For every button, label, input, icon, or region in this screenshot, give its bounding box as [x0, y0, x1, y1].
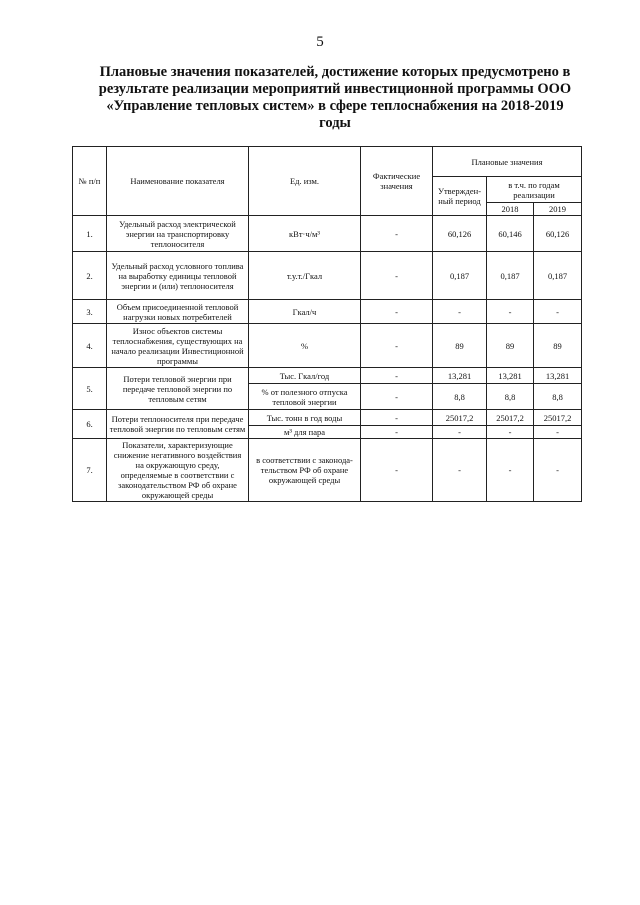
row-2019: 8,8	[534, 384, 582, 410]
row-2018: 8,8	[487, 384, 534, 410]
row-unit: кВт·ч/м³	[249, 216, 361, 252]
header-num: № п/п	[73, 147, 107, 216]
row-approved: 89	[433, 324, 487, 368]
row-num: 2.	[73, 252, 107, 300]
row-approved: -	[433, 439, 487, 502]
table-row	[73, 216, 582, 252]
row-num: 5.	[73, 368, 107, 410]
row-2019: -	[534, 300, 582, 324]
row-fact: -	[361, 216, 433, 252]
row-name: Показатели, характеризующие снижение негативного воздействия на окружающую среду, определяемые в соответствии с законодательством РФ об охране окружающей среды	[107, 439, 249, 502]
row-2019: 89	[534, 324, 582, 368]
table-row	[73, 368, 582, 384]
row-2019: 0,187	[534, 252, 582, 300]
header-2019: 2019	[534, 203, 582, 216]
row-approved: 60,126	[433, 216, 487, 252]
header-incl: в т.ч. по годам реализации	[487, 177, 582, 203]
row-name: Износ объектов системы теплоснабжения, существующих на начало реализации Инвестиционной программы	[107, 324, 249, 368]
row-2019: 25017,2	[534, 410, 582, 426]
row-num: 3.	[73, 300, 107, 324]
header-unit: Ед. изм.	[249, 147, 361, 216]
row-2018: -	[487, 439, 534, 502]
row-approved: 13,281	[433, 368, 487, 384]
row-unit: т.у.т./Гкал	[249, 252, 361, 300]
row-approved: 8,8	[433, 384, 487, 410]
row-name: Объем присоединенной тепловой нагрузки новых потребителей	[107, 300, 249, 324]
row-2019: 60,126	[534, 216, 582, 252]
page-number: 5	[316, 34, 324, 50]
row-2018: 13,281	[487, 368, 534, 384]
row-fact: -	[361, 324, 433, 368]
row-num: 6.	[73, 410, 107, 439]
row-approved: -	[433, 300, 487, 324]
row-fact: -	[361, 300, 433, 324]
row-unit: Тыс. Гкал/год	[249, 368, 361, 384]
row-unit: м³ для пара	[249, 426, 361, 439]
table-row	[73, 324, 582, 368]
row-name: Потери теплоносителя при передаче тепловой энергии по тепловым сетям	[107, 410, 249, 439]
indicators-table	[72, 146, 582, 502]
row-num: 7.	[73, 439, 107, 502]
row-name: Удельный расход электрической энергии на транспортировку теплоносителя	[107, 216, 249, 252]
row-2018: 89	[487, 324, 534, 368]
row-2019: 13,281	[534, 368, 582, 384]
row-2018: -	[487, 426, 534, 439]
row-approved: -	[433, 426, 487, 439]
row-unit: Тыс. тонн в год воды	[249, 410, 361, 426]
header-approved: Утвержден-ный период	[433, 177, 487, 216]
row-fact: -	[361, 410, 433, 426]
table-row	[73, 439, 582, 502]
row-num: 4.	[73, 324, 107, 368]
document-title: Плановые значения показателей, достижение которых предусмотрено в результате реализации мероприятий инвестиционной программы ООО «Управление тепловых систем» в сфере теплоснабжения на 2018-2019 годы	[98, 64, 572, 131]
row-num: 1.	[73, 216, 107, 252]
row-fact: -	[361, 426, 433, 439]
row-name: Удельный расход условного топлива на выработку единицы тепловой энергии и (или) теплоносителя	[107, 252, 249, 300]
row-fact: -	[361, 252, 433, 300]
row-fact: -	[361, 439, 433, 502]
header-name: Наименование показателя	[107, 147, 249, 216]
row-approved: 25017,2	[433, 410, 487, 426]
row-fact: -	[361, 368, 433, 384]
table-row	[73, 410, 582, 426]
row-approved: 0,187	[433, 252, 487, 300]
header-plan: Плановые значения	[433, 147, 582, 177]
row-fact: -	[361, 384, 433, 410]
row-unit: %	[249, 324, 361, 368]
row-2019: -	[534, 426, 582, 439]
row-unit: % от полезного отпуска тепловой энергии	[249, 384, 361, 410]
header-2018: 2018	[487, 203, 534, 216]
header-fact: Фактические значения	[361, 147, 433, 216]
row-unit: в соответствии с законода-тельством РФ об охране окружающей среды	[249, 439, 361, 502]
row-2019: -	[534, 439, 582, 502]
table-row	[73, 252, 582, 300]
row-2018: 60,146	[487, 216, 534, 252]
row-2018: -	[487, 300, 534, 324]
row-2018: 0,187	[487, 252, 534, 300]
table-row	[73, 300, 582, 324]
row-2018: 25017,2	[487, 410, 534, 426]
row-name: Потери тепловой энергии при передаче тепловой энергии по тепловым сетям	[107, 368, 249, 410]
row-unit: Гкал/ч	[249, 300, 361, 324]
